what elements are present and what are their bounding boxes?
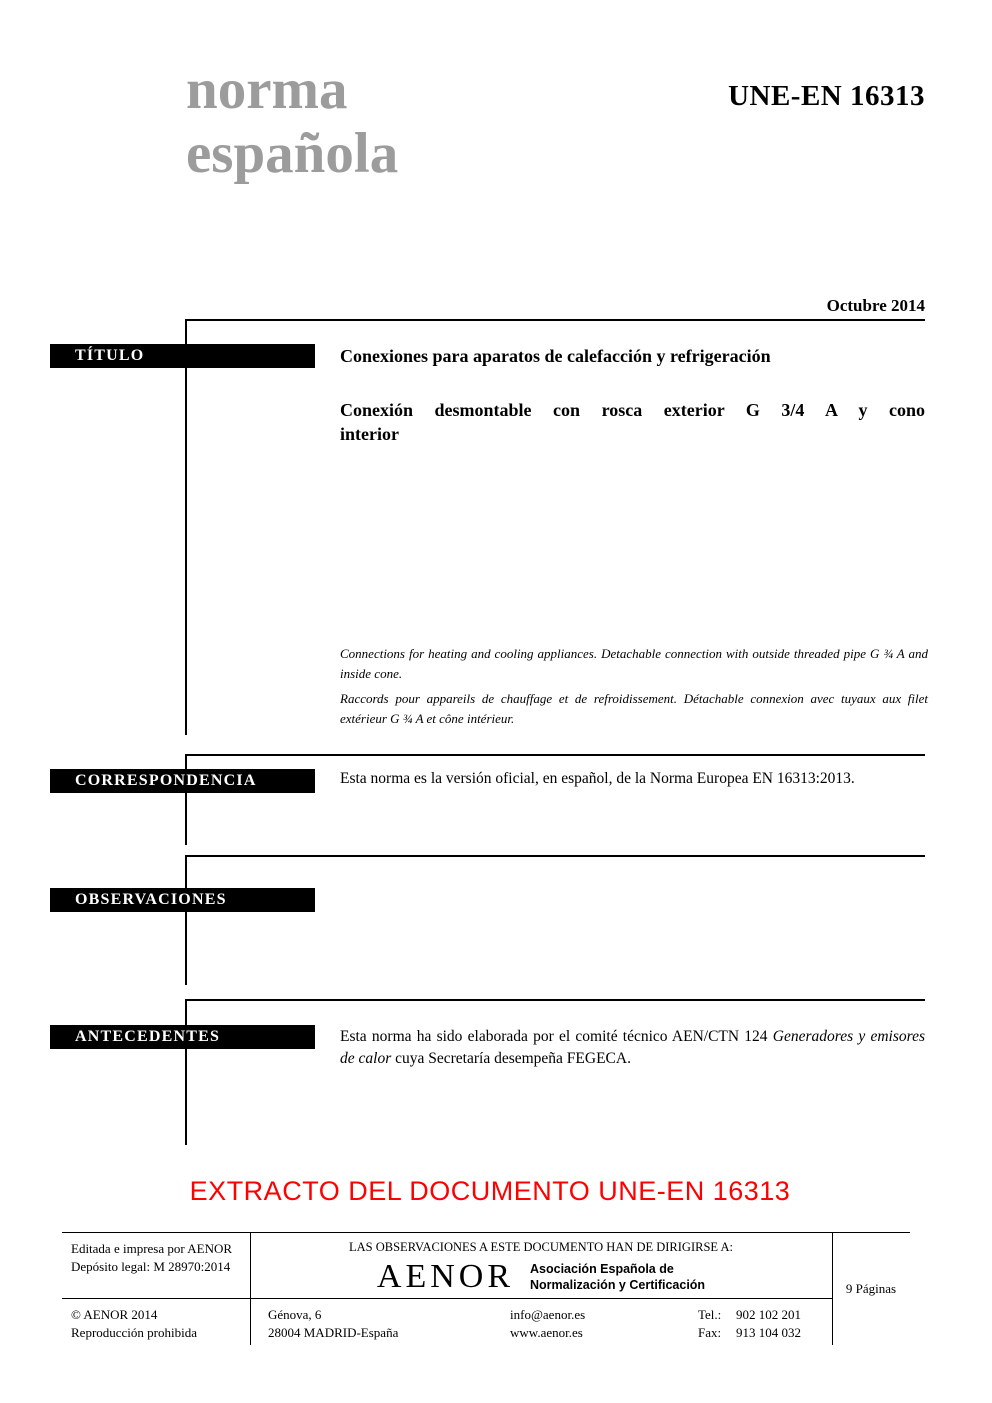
divider-observaciones [185,855,925,857]
footer-edited-by [71,1240,232,1275]
vertical-rule-antecedentes [185,999,187,1145]
footer-email: info@aenor.es [510,1307,586,1322]
extract-notice: EXTRACTO DEL DOCUMENTO UNE-EN 16313 [189,1176,791,1206]
divider-correspondencia [185,754,925,756]
section-label-observaciones: OBSERVACIONES [50,888,315,912]
vertical-rule-observaciones [185,855,187,985]
aenor-logo: AENOR [376,1258,515,1296]
footer-edited-line-2: Depósito legal: M 28970:2014 [71,1258,231,1274]
page-count: 9 Páginas [845,1281,897,1297]
aenor-subtitle-line-2: Normalización y Certificación [530,1278,706,1292]
section-label-titulo: TÍTULO [50,344,315,368]
footer-logo-row [250,1257,832,1297]
antecedentes-text [340,1026,925,1071]
title-line-2 [340,398,925,447]
aenor-subtitle-line-1: Asociación Española de [530,1261,674,1276]
vertical-rule-titulo [185,319,187,735]
footer-telephone [698,1306,801,1324]
footer-observations-notice: LAS OBSERVACIONES A ESTE DOCUMENTO HAN DE DIRIGIRSE A: [349,1240,733,1254]
brand-line-1: norma [186,58,348,121]
footer-copyright-line-1: © AENOR 2014 [71,1307,158,1322]
footer-address-line-1: Génova, 6 [268,1307,322,1322]
footer-contact-online [510,1306,585,1341]
footer-contact-phone [698,1306,801,1341]
section-label-correspondencia: CORRESPONDENCIA [50,769,315,793]
footer-fax-value: 913 104 032 [736,1324,801,1340]
title-french-translation: Raccords pour appareils de chauffage et de refroidissement. Détachable connexion avec tuyaux aux filet extérieur G ¾ A et cône intérieur. [340,691,928,727]
brand-norma-espanola [186,58,398,186]
correspondencia-text: Esta norma es la versión oficial, en español, de la Norma Europea EN 16313:2013. [340,770,855,787]
title-english-translation: Connections for heating and cooling appliances. Detachable connection with outside threaded pipe G ¾ A and inside cone. [340,646,928,682]
footer [62,1232,910,1344]
title-line-2b: interior [340,424,399,445]
doc-code: UNE-EN 16313 [728,80,925,112]
antecedentes-text-after: cuya Secretaría desempeña FEGECA. [391,1050,631,1068]
antecedentes-text-italic: Generadores y emisores de calor [340,1028,926,1068]
title-line-1: Conexiones para aparatos de calefacción y refrigeración [340,346,771,366]
antecedentes-text-before: Esta norma ha sido elaborada por el comité técnico AEN/CTN 124 [340,1028,773,1045]
footer-copyright [71,1306,197,1341]
footer-fax [698,1324,801,1342]
footer-address-line-2: 28004 MADRID-España [268,1324,399,1340]
footer-tel-label: Tel.: [698,1307,722,1322]
section-label-antecedentes: ANTECEDENTES [50,1025,315,1049]
footer-copyright-line-2: Reproducción prohibida [71,1324,197,1340]
title-line-2a: Conexión desmontable con rosca exterior G 3/4 A y cono [340,400,925,420]
footer-address [268,1306,398,1341]
footer-fax-label: Fax: [698,1324,722,1340]
doc-date: Octubre 2014 [826,296,925,315]
divider-antecedentes [185,999,925,1001]
footer-tel-value: 902 102 201 [736,1307,801,1322]
brand-line-2: española [186,121,399,185]
aenor-logo-subtitle [530,1261,705,1294]
divider-top [185,319,925,321]
footer-edited-line-1: Editada e impresa por AENOR [71,1241,233,1256]
vertical-rule-correspondencia [185,754,187,845]
footer-website: www.aenor.es [510,1324,583,1340]
